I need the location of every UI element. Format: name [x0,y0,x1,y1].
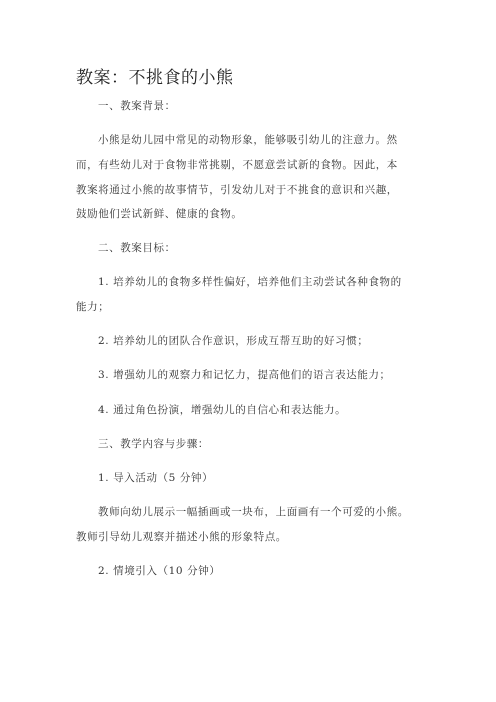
paragraph-line: 教师引导幼儿观察并描述小熊的形象特点。 [76,531,287,543]
list-item: 4. 通过角色扮演，增强幼儿的自信心和表达能力。 [98,404,347,416]
paragraph-line: 鼓励他们尝试新鲜、健康的食物。 [76,208,243,220]
paragraph-line: 小熊是幼儿园中常见的动物形象，能够吸引幼儿的注意力。然 [98,134,398,146]
list-item: 3. 增强幼儿的观察力和记忆力，提高他们的语言表达能力； [98,369,391,381]
list-item: 2. 培养幼儿的团队合作意识，形成互帮互助的好习惯； [98,335,369,347]
document-title: 教案：不挑食的小熊 [76,68,234,88]
paragraph-line: 教案将通过小熊的故事情节，引发幼儿对于不挑食的意识和兴趣， [76,184,398,196]
step-heading: 2. 情境引入（10 分钟） [98,565,221,577]
section-heading-content: 三、教学内容与步骤： [98,438,209,450]
list-item: 1. 培养幼儿的食物多样性偏好，培养他们主动尝试各种食物的 [98,276,402,288]
paragraph-line: 教师向幼儿展示一幅插画或一块布，上面画有一个可爱的小熊。 [98,506,409,518]
list-item-continuation: 能力； [76,301,110,313]
step-heading: 1. 导入活动（5 分钟） [98,472,214,484]
section-heading-goals: 二、教案目标： [98,242,176,254]
paragraph-line: 而，有些幼儿对于食物非常挑剔，不愿意尝试新的食物。因此，本 [76,159,398,171]
section-heading-background: 一、教案背景： [98,100,176,112]
